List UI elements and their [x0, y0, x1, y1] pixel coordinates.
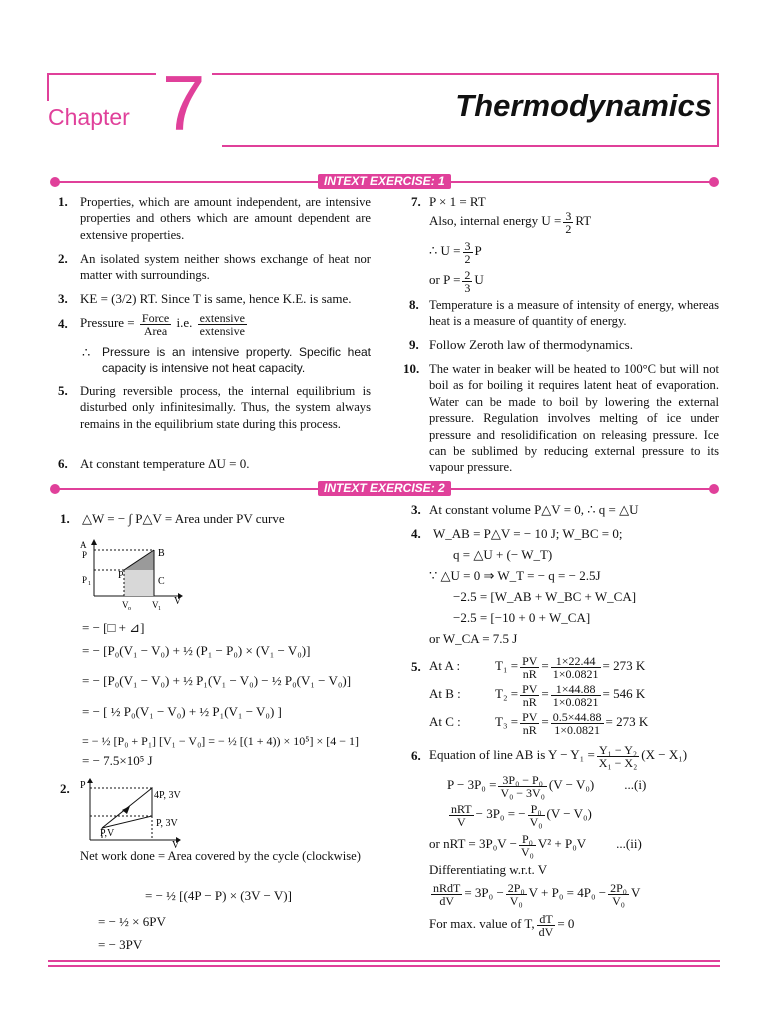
answer-text: Temperature is a measure of intensity of energy, whereas heat is a measure of quantity of energy.	[429, 298, 719, 329]
equation-line: −2.5 = [W_AB + W_BC + W_CA]	[453, 589, 637, 604]
equation-line: = − ½ × 6PV	[98, 914, 166, 929]
equation-line: or P = $\frac{2}{3}$ U	[429, 267, 484, 295]
axis-label: P	[80, 780, 86, 791]
answer-text: At constant temperature ΔU = 0.	[80, 456, 250, 471]
exercise-banner: INTEXT EXERCISE: 2	[318, 481, 451, 496]
axis-label: 1	[158, 606, 161, 612]
q-number: 4.	[58, 316, 68, 331]
q-number: 2.	[58, 251, 68, 266]
axis-label: o	[128, 606, 131, 612]
q-number: 7.	[411, 194, 421, 209]
axis-label: P	[82, 575, 88, 585]
q-number: 5.	[58, 383, 68, 398]
axis-label: A	[80, 540, 87, 550]
equation-line: $\frac{\text{nRT}}{V}$ − 3P₀ = − $\frac{\text{P₀}}{\text{V₀}}$ (V − V₀)	[451, 801, 592, 829]
equation-line: = − [P₀(V₁ − V₀) + ½ P₁(V₁ − V₀) − ½ P₀(V₁ − V₀)]	[82, 673, 352, 688]
answer-text: Follow Zeroth law of thermodynamics.	[429, 337, 633, 352]
q-number: 10.	[403, 361, 420, 376]
equation-line: Also, internal energy U = $\frac{3}{2}$ RT	[429, 208, 592, 236]
point-label: P,V	[100, 828, 115, 839]
q-number: 4.	[411, 526, 421, 541]
axis-label: V	[172, 840, 180, 848]
point-label: P	[118, 570, 124, 581]
equation-line: At constant volume P△V = 0, ∴ q = △U	[429, 502, 639, 517]
pv-cycle-diagram	[78, 778, 208, 848]
therefore-symbol: ∴	[82, 345, 91, 360]
point-label: B	[158, 548, 165, 559]
equation-line: q = △U + (− W_T)	[453, 547, 553, 562]
q-number: 1.	[60, 511, 70, 526]
equation-line: At B : T₂ = $\frac{PV}{nR}$ = $\frac{1\times 44.88}{1\times 0.0821}$ = 546 K	[429, 681, 646, 709]
answer-text: Properties, which are amount independent, are intensive properties and others which are amount dependent are extensive properties.	[80, 195, 371, 242]
equation-line: = − [□ + ⊿]	[82, 620, 145, 635]
equation-line: $\frac{\text{nRdT}}{dV}$ = 3P₀ − $\frac{\text{2P₀}}{\text{V₀}}$ V + P₀ = 4P₀ − $\frac{\text{2P₀}}{\text{V₀}}$ V	[433, 880, 641, 908]
equation-line: = − [P₀(V₁ − V₀) + ½ (P₁ − P₀) × (V₁ − V₀)]	[82, 643, 311, 658]
axis-label: P	[82, 550, 88, 560]
axis-label: V	[152, 600, 159, 610]
answer-text: Net work done = Area covered by the cycle (clockwise)	[80, 849, 361, 863]
equation-line: For max. value of T, $\frac{dT}{dV}$ = 0	[429, 911, 575, 939]
equation-line: P × 1 = RT	[429, 194, 486, 209]
answer-text: The water in beaker will be heated to 100°C but will not boil as for boiling it requires latent heat of evaporation. Water can be made to boil by lowering the external pressure. Regulation involves melting of ice under pressure and resolidification on releasing pressure. Ice can be sublimed by reducing external pressure to its vapour pressure.	[429, 362, 719, 475]
answer-text: An isolated system neither shows exchange of heat nor matter with surroundings.	[80, 252, 371, 283]
q-number: 3.	[58, 291, 68, 306]
q-number: 1.	[58, 194, 68, 209]
footer-rule	[0, 958, 768, 972]
q-number: 6.	[58, 456, 68, 471]
q-number: 6.	[411, 748, 421, 763]
equation-line: = − 3PV	[98, 937, 143, 952]
equation-line: Differentiating w.r.t. V	[429, 862, 548, 877]
equation-line: At A : T₁ = $\frac{PV}{nR}$ = $\frac{1\times 22.44}{1\times 0.0821}$ = 273 K	[429, 653, 646, 681]
answer-text: During reversible process, the internal equilibrium is disturbed only infinitesimally. Thus, the system always remains in the equilibrium state during this process.	[80, 384, 371, 431]
equation-line: △W = − ∫ P△V = Area under PV curve	[82, 511, 285, 526]
answer-text: Pressure is an intensive property. Specific heat capacity is intensive not heat capacity.	[102, 345, 371, 376]
axis-label: V	[174, 596, 182, 607]
pv-diagram	[70, 536, 200, 618]
point-label: C	[158, 576, 165, 587]
q-number: 9.	[409, 337, 419, 352]
equation-line: P − 3P₀ = $\frac{\text{3P₀ − P₀}}{\text{V₀ − 3V₀}}$ (V − V₀) ...(i)	[447, 772, 647, 800]
exercise-banner: INTEXT EXERCISE: 1	[318, 174, 451, 189]
chapter-header-frame	[0, 0, 768, 160]
equation-line: = − 7.5×10⁵ J	[82, 753, 153, 768]
q-number: 2.	[60, 781, 70, 796]
equation-line: −2.5 = [−10 + 0 + W_CA]	[453, 610, 591, 625]
point-label: P, 3V	[156, 818, 178, 829]
equation-line: W_AB = P△V = − 10 J; W_BC = 0;	[433, 526, 623, 541]
axis-label: V	[122, 600, 129, 610]
equation-line: ∵ △U = 0 ⇒ W_T = − q = − 2.5J	[429, 568, 601, 583]
equation-line: = − ½ [P₀ + P₁] [V₁ − V₀] = − ½ [(1 + 4)) × 10⁵] × [4 − 1]	[82, 734, 360, 748]
q-number: 5.	[411, 659, 421, 674]
pressure-equation: Pressure = $\frac{\text{Force}}{\text{Area}}$ i.e. $\frac{\text{extensive}}{\text{extensive}}$	[80, 310, 245, 338]
chapter-title: Thermodynamics	[455, 88, 712, 123]
point-label: 4P, 3V	[154, 790, 181, 801]
chapter-label: Chapter	[48, 104, 130, 130]
equation-line: or nRT = 3P₀V − $\frac{\text{P₀}}{\text{V₀}}$ V² + P₀V ...(ii)	[429, 831, 642, 859]
equation-line: ∴ U = $\frac{3}{2}$ P	[429, 238, 482, 266]
equation-line: = − ½ [(4P − P) × (3V − V)]	[145, 888, 292, 903]
q-number: 3.	[411, 502, 421, 517]
q-number: 8.	[409, 297, 419, 312]
equation-line: Equation of line AB is Y − Y₁ = $\frac{\text{Y₁ − Y₂}}{\text{X₁ − X₂}}$ (X − X₁)	[429, 742, 688, 770]
axis-label: 1	[88, 581, 91, 587]
equation-line: or W_CA = 7.5 J	[429, 631, 518, 646]
answer-text: KE = (3/2) RT. Since T is same, hence K.E. is same.	[80, 291, 352, 306]
chapter-number: 7	[162, 59, 206, 147]
equation-line: = − [ ½ P₀(V₁ − V₀) + ½ P₁(V₁ − V₀) ]	[82, 704, 282, 719]
equation-line: At C : T₃ = $\frac{PV}{nR}$ = $\frac{0.5\times 44.88}{1\times 0.0821}$ = 273 K	[429, 709, 649, 737]
